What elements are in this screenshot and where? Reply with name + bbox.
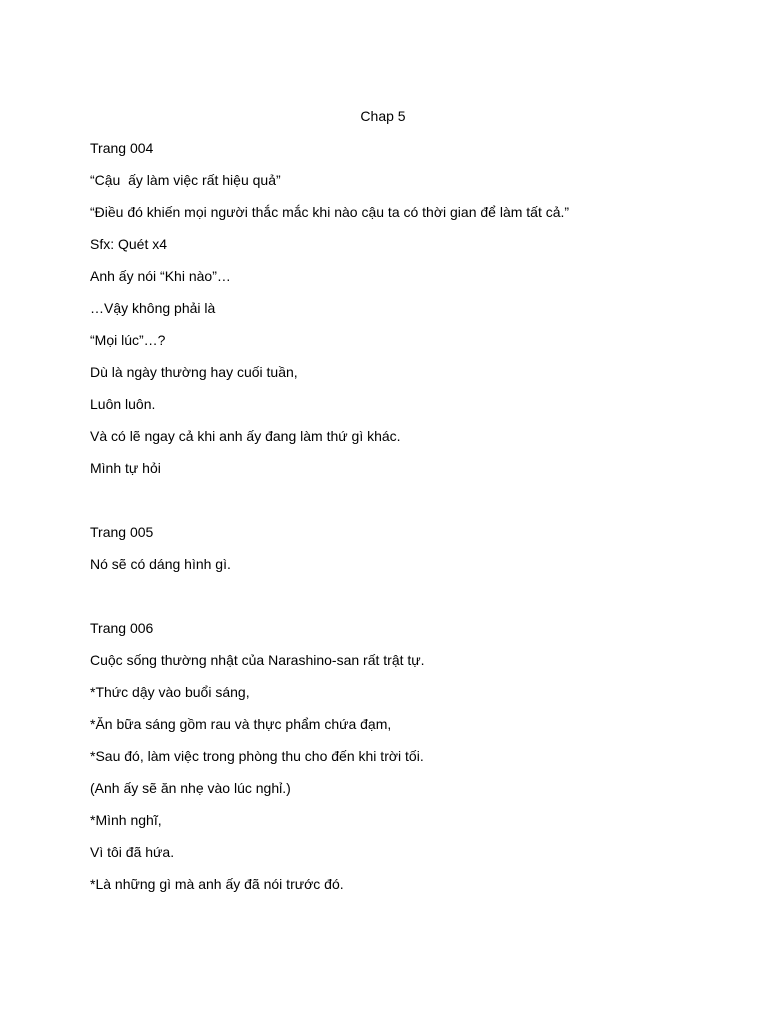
text-line: “Cậu ấy làm việc rất hiệu quả” [90, 172, 281, 188]
blank-line [90, 587, 710, 619]
text-line: Vì tôi đã hứa. [90, 844, 175, 860]
chapter-title-text: Chap 5 [360, 108, 406, 124]
section-heading-trang-006: Trang 006 [90, 620, 154, 636]
text-line: Dù là ngày thường hay cuối tuần, [90, 364, 298, 380]
blank-line [90, 491, 710, 523]
text-line: “Điều đó khiến mọi người thắc mắc khi nào cậu ta có thời gian để làm tất cả.” [90, 204, 570, 220]
text-line: …Vậy không phải là [90, 300, 216, 316]
section-heading-trang-005: Trang 005 [90, 524, 154, 540]
text-line: Và có lẽ ngay cả khi anh ấy đang làm thứ gì khác. [90, 428, 401, 444]
text-line: Cuộc sống thường nhật của Narashino-san rất trật tự. [90, 652, 425, 668]
text-line: (Anh ấy sẽ ăn nhẹ vào lúc nghỉ.) [90, 780, 291, 796]
document-body [90, 139, 710, 907]
text-line: Anh ấy nói “Khi nào”… [90, 268, 231, 284]
text-line: *Mình nghĩ, [90, 812, 162, 828]
text-line: Luôn luôn. [90, 396, 156, 412]
text-line: *Ăn bữa sáng gồm rau và thực phẩm chứa đạm, [90, 716, 392, 732]
text-line: Sfx: Quét x4 [90, 236, 168, 252]
text-line: *Là những gì mà anh ấy đã nói trước đó. [90, 876, 344, 892]
chapter-title [0, 107, 768, 125]
section-heading-trang-004: Trang 004 [90, 140, 154, 156]
text-line: “Mọi lúc”…? [90, 332, 166, 348]
text-line: *Sau đó, làm việc trong phòng thu cho đến khi trời tối. [90, 748, 424, 764]
text-line: *Thức dậy vào buổi sáng, [90, 684, 250, 700]
text-line: Mình tự hỏi [90, 460, 161, 476]
text-line: Nó sẽ có dáng hình gì. [90, 556, 231, 572]
